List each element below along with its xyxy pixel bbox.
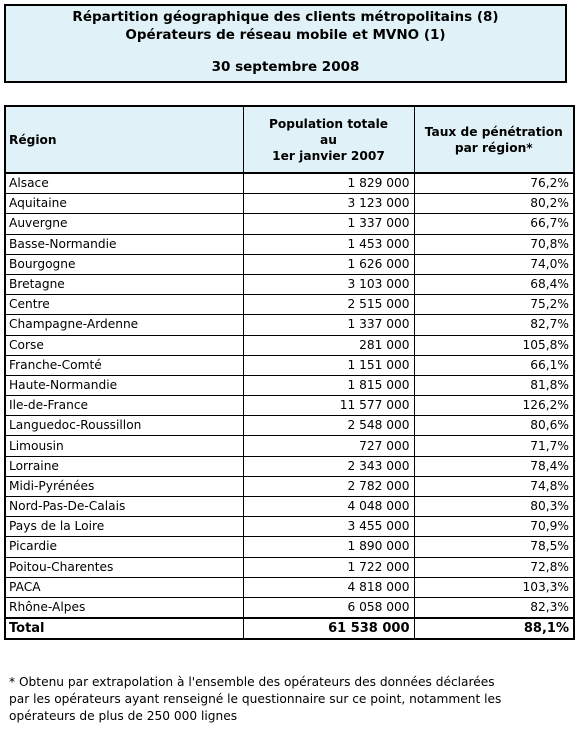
rate-cell: 66,1% (414, 355, 574, 375)
rate-cell: 80,2% (414, 194, 574, 214)
population-cell: 3 455 000 (243, 517, 414, 537)
rate-cell: 74,0% (414, 254, 574, 274)
rate-cell: 82,7% (414, 315, 574, 335)
table-row (5, 476, 574, 496)
header-region: Région (5, 106, 243, 173)
header-population (243, 106, 414, 173)
table-row (5, 173, 574, 194)
region-cell: Midi-Pyrénées (5, 476, 243, 496)
region-cell: Picardie (5, 537, 243, 557)
table-row (5, 557, 574, 577)
region-cell: Limousin (5, 436, 243, 456)
title-line-1: Répartition géographique des clients métropolitains (8) (72, 9, 499, 25)
region-cell: Bourgogne (5, 254, 243, 274)
region-cell: Franche-Comté (5, 355, 243, 375)
rate-cell: 71,7% (414, 436, 574, 456)
rate-cell: 70,9% (414, 517, 574, 537)
footnote-line-3: opérateurs de plus de 250 000 lignes (9, 709, 238, 723)
table-row (5, 597, 574, 618)
region-cell: Auvergne (5, 214, 243, 234)
rate-cell: 80,6% (414, 416, 574, 436)
population-cell: 2 782 000 (243, 476, 414, 496)
population-cell: 1 337 000 (243, 315, 414, 335)
total-row (5, 618, 574, 639)
population-cell: 4 818 000 (243, 577, 414, 597)
table-row (5, 274, 574, 294)
population-cell: 2 548 000 (243, 416, 414, 436)
table-row (5, 335, 574, 355)
rate-cell: 105,8% (414, 335, 574, 355)
rate-cell: 103,3% (414, 577, 574, 597)
total-rate: 88,1% (414, 618, 574, 639)
region-cell: Alsace (5, 173, 243, 194)
population-cell: 727 000 (243, 436, 414, 456)
population-cell: 1 626 000 (243, 254, 414, 274)
header-population-line-3: 1er janvier 2007 (272, 148, 385, 163)
table-row (5, 436, 574, 456)
rate-cell: 78,4% (414, 456, 574, 476)
population-cell: 1 890 000 (243, 537, 414, 557)
population-cell: 11 577 000 (243, 396, 414, 416)
rate-cell: 78,5% (414, 537, 574, 557)
population-cell: 2 343 000 (243, 456, 414, 476)
table-row (5, 295, 574, 315)
region-cell: Languedoc-Roussillon (5, 416, 243, 436)
rate-cell: 82,3% (414, 597, 574, 618)
table-row (5, 194, 574, 214)
footnote (9, 674, 569, 725)
population-cell: 3 103 000 (243, 274, 414, 294)
table-row (5, 537, 574, 557)
region-cell: Rhône-Alpes (5, 597, 243, 618)
region-cell: Aquitaine (5, 194, 243, 214)
rate-cell: 76,2% (414, 173, 574, 194)
rate-cell: 80,3% (414, 497, 574, 517)
population-cell: 281 000 (243, 335, 414, 355)
table-row (5, 254, 574, 274)
total-label: Total (5, 618, 243, 639)
table-row (5, 577, 574, 597)
population-cell: 4 048 000 (243, 497, 414, 517)
rate-cell: 72,8% (414, 557, 574, 577)
region-cell: Poitou-Charentes (5, 557, 243, 577)
table-row (5, 396, 574, 416)
population-cell: 1 151 000 (243, 355, 414, 375)
total-population: 61 538 000 (243, 618, 414, 639)
region-cell: Corse (5, 335, 243, 355)
region-cell: PACA (5, 577, 243, 597)
region-cell: Ile-de-France (5, 396, 243, 416)
header-rate-line-2: par région* (454, 140, 533, 155)
table-row (5, 214, 574, 234)
title-box (4, 4, 567, 83)
population-cell: 1 453 000 (243, 234, 414, 254)
region-table (4, 105, 575, 640)
rate-cell: 70,8% (414, 234, 574, 254)
rate-cell: 126,2% (414, 396, 574, 416)
region-cell: Centre (5, 295, 243, 315)
region-cell: Pays de la Loire (5, 517, 243, 537)
region-cell: Champagne-Ardenne (5, 315, 243, 335)
rate-cell: 81,8% (414, 375, 574, 395)
footnote-line-2: par les opérateurs ayant renseigné le questionnaire sur ce point, notamment les (9, 692, 502, 706)
population-cell: 3 123 000 (243, 194, 414, 214)
rate-cell: 68,4% (414, 274, 574, 294)
header-rate-line-1: Taux de pénétration (424, 124, 563, 139)
region-cell: Nord-Pas-De-Calais (5, 497, 243, 517)
table-row (5, 355, 574, 375)
table-row (5, 315, 574, 335)
table-row (5, 517, 574, 537)
table-row (5, 416, 574, 436)
region-cell: Lorraine (5, 456, 243, 476)
table-row (5, 375, 574, 395)
header-rate (414, 106, 574, 173)
title-line-2: Opérateurs de réseau mobile et MVNO (1) (125, 27, 446, 43)
rate-cell: 75,2% (414, 295, 574, 315)
population-cell: 1 722 000 (243, 557, 414, 577)
title-date: 30 septembre 2008 (211, 59, 360, 75)
population-cell: 1 337 000 (243, 214, 414, 234)
region-cell: Basse-Normandie (5, 234, 243, 254)
footnote-line-1: * Obtenu par extrapolation à l'ensemble des opérateurs des données déclarées (9, 675, 495, 689)
table-header-row (5, 106, 574, 173)
rate-cell: 66,7% (414, 214, 574, 234)
population-cell: 6 058 000 (243, 597, 414, 618)
region-cell: Bretagne (5, 274, 243, 294)
table-body (5, 173, 574, 618)
table-row (5, 234, 574, 254)
header-population-line-1: Population totale (268, 116, 389, 131)
table-row (5, 497, 574, 517)
population-cell: 1 829 000 (243, 173, 414, 194)
region-cell: Haute-Normandie (5, 375, 243, 395)
population-cell: 2 515 000 (243, 295, 414, 315)
header-population-line-2: au (320, 132, 337, 147)
table-row (5, 456, 574, 476)
rate-cell: 74,8% (414, 476, 574, 496)
population-cell: 1 815 000 (243, 375, 414, 395)
